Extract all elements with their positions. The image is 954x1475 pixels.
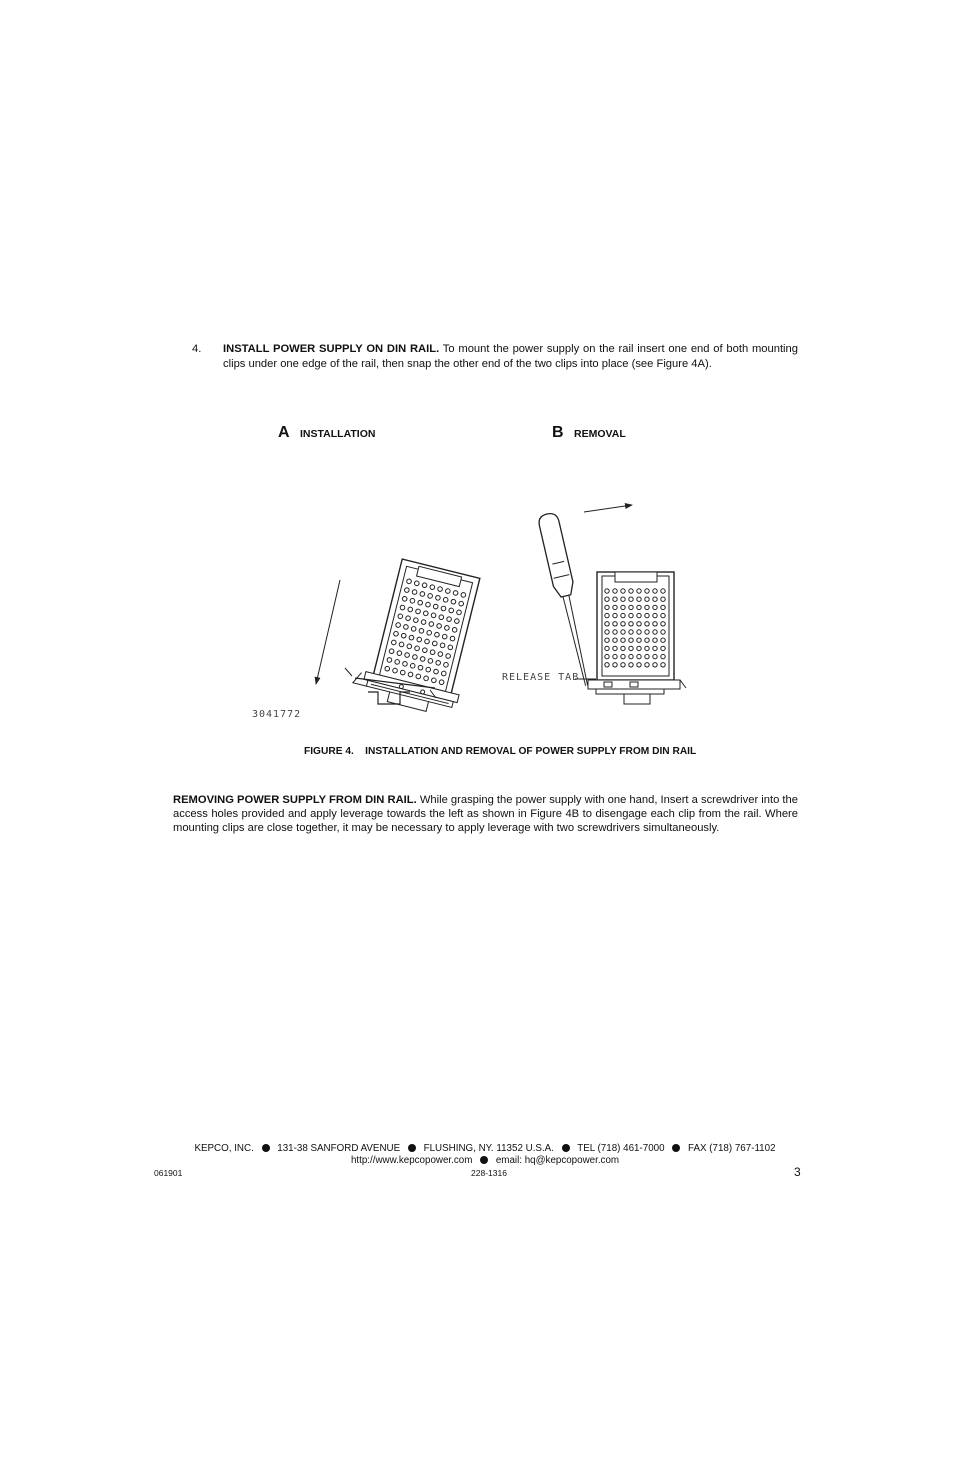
footer-company: KEPCO, INC. — [194, 1143, 254, 1154]
vent-hole — [431, 678, 437, 684]
vent-hole — [613, 630, 617, 634]
vent-hole — [416, 637, 422, 643]
screwdriver — [537, 512, 596, 688]
vent-hole — [421, 619, 427, 625]
vent-hole — [661, 663, 665, 667]
vent-hole — [398, 613, 404, 619]
vent-hole — [412, 654, 418, 660]
vent-hole — [442, 634, 448, 640]
vent-hole — [412, 589, 418, 595]
vent-hole — [629, 589, 633, 593]
vent-hole — [621, 613, 625, 617]
footer-fax: FAX (718) 767-1102 — [688, 1143, 776, 1154]
vent-hole — [637, 638, 641, 642]
vent-hole — [443, 662, 449, 668]
panel-a-letter: A — [278, 424, 290, 441]
footer-date-code: 061901 — [154, 1168, 183, 1178]
vent-hole — [445, 588, 451, 594]
vent-hole — [422, 582, 428, 588]
vent-hole — [439, 679, 445, 685]
vent-hole — [402, 596, 408, 602]
vent-hole — [411, 626, 417, 632]
vent-hole — [637, 646, 641, 650]
step-number: 4. — [192, 343, 202, 355]
vent-hole — [407, 644, 413, 650]
vent-hole — [448, 645, 454, 651]
vent-hole — [653, 654, 657, 658]
vent-hole — [653, 646, 657, 650]
vent-hole — [605, 605, 609, 609]
vent-hole — [637, 589, 641, 593]
vent-hole — [422, 647, 428, 653]
vent-hole — [416, 674, 422, 680]
vent-hole — [621, 589, 625, 593]
vent-hole — [637, 605, 641, 609]
vent-hole — [417, 600, 423, 606]
vent-hole — [423, 676, 429, 682]
vent-hole — [397, 650, 403, 656]
vent-hole — [427, 593, 433, 599]
release-tab-label: RELEASE TAB — [502, 672, 580, 683]
vent-hole — [605, 622, 609, 626]
vent-hole — [613, 613, 617, 617]
footer-contact-line — [0, 1155, 954, 1166]
footer-tel: TEL (718) 461-7000 — [577, 1143, 665, 1154]
step-heading: INSTALL POWER SUPPLY ON DIN RAIL. — [223, 343, 440, 355]
vent-hole — [402, 661, 408, 667]
vent-hole — [605, 597, 609, 601]
vent-hole — [420, 591, 426, 597]
vent-hole — [621, 638, 625, 642]
vent-hole — [645, 663, 649, 667]
vent-hole — [629, 597, 633, 601]
vent-hole — [443, 597, 449, 603]
vent-hole — [399, 642, 405, 648]
vent-hole — [605, 589, 609, 593]
footer-address: 131-38 SANFORD AVENUE — [277, 1143, 401, 1154]
vent-hole — [645, 613, 649, 617]
vent-hole — [393, 631, 399, 637]
vent-hole — [441, 671, 447, 677]
step-body: To mount the power supply on the rail insert one end of both mounting clips under one edge of the rail, then snap the other end of the two clips into place (see Figure 4A). — [223, 343, 798, 370]
vent-hole — [433, 604, 439, 610]
vent-hole — [661, 646, 665, 650]
vent-hole — [448, 608, 454, 614]
vent-hole — [653, 613, 657, 617]
vent-hole — [653, 589, 657, 593]
vent-hole — [653, 638, 657, 642]
vent-hole — [452, 627, 458, 633]
vent-hole — [645, 638, 649, 642]
removal-direction-arrow — [584, 505, 632, 512]
vent-hole — [410, 663, 416, 669]
vent-hole — [613, 597, 617, 601]
vent-hole — [621, 646, 625, 650]
vent-hole — [410, 598, 416, 604]
vent-hole — [394, 659, 400, 665]
vent-hole — [637, 663, 641, 667]
vent-hole — [637, 622, 641, 626]
vent-hole — [403, 624, 409, 630]
vent-hole — [629, 638, 633, 642]
bullet-icon — [408, 1144, 416, 1152]
vent-hole — [425, 602, 431, 608]
vent-hole — [613, 663, 617, 667]
vent-hole — [637, 630, 641, 634]
vent-hole — [430, 584, 436, 590]
vent-hole — [621, 630, 625, 634]
vent-hole — [637, 613, 641, 617]
vent-hole — [415, 609, 421, 615]
vent-hole — [419, 628, 425, 634]
vent-hole — [605, 630, 609, 634]
vent-hole — [451, 599, 457, 605]
vent-hole — [437, 586, 443, 592]
vent-hole — [456, 610, 462, 616]
vent-hole — [428, 658, 434, 664]
vent-hole — [435, 660, 441, 666]
vent-hole — [407, 607, 413, 613]
vent-hole — [661, 622, 665, 626]
vent-hole — [605, 646, 609, 650]
bullet-icon — [262, 1144, 270, 1152]
vent-hole — [406, 579, 412, 585]
vent-hole — [433, 669, 439, 675]
vent-hole — [629, 663, 633, 667]
panel-a-title: INSTALLATION — [300, 428, 376, 440]
vent-hole — [661, 605, 665, 609]
bullet-icon — [562, 1144, 570, 1152]
bullet-icon — [480, 1156, 488, 1164]
page-number: 3 — [794, 1165, 801, 1179]
vent-hole — [645, 646, 649, 650]
vent-hole — [613, 638, 617, 642]
vent-hole — [391, 640, 397, 646]
vent-hole — [450, 636, 456, 642]
vent-hole — [432, 641, 438, 647]
vent-hole — [629, 622, 633, 626]
vent-hole — [430, 649, 436, 655]
vent-hole — [629, 654, 633, 658]
vent-hole — [384, 666, 390, 672]
vent-hole — [653, 663, 657, 667]
vent-hole — [637, 654, 641, 658]
vent-hole — [414, 581, 420, 587]
panel-b-title: REMOVAL — [574, 428, 626, 440]
vent-hole — [404, 587, 410, 593]
vent-hole — [441, 606, 447, 612]
vent-hole — [436, 623, 442, 629]
drawing-number: 3041772 — [252, 709, 302, 720]
vent-hole — [613, 646, 617, 650]
vent-hole — [653, 597, 657, 601]
panel-b-letter: B — [552, 424, 564, 441]
vent-hole — [621, 663, 625, 667]
vent-hole — [458, 601, 464, 607]
footer-web-link[interactable]: http://www.kepcopower.com — [350, 1155, 473, 1166]
vent-hole — [605, 654, 609, 658]
vent-hole — [637, 597, 641, 601]
vent-hole — [645, 622, 649, 626]
vent-hole — [629, 630, 633, 634]
installation-drawing — [316, 555, 488, 718]
vent-hole — [653, 622, 657, 626]
vent-hole — [429, 621, 435, 627]
vent-hole — [435, 595, 441, 601]
removing-paragraph — [173, 793, 798, 836]
vent-hole — [629, 613, 633, 617]
vent-hole — [413, 617, 419, 623]
vent-hole — [645, 605, 649, 609]
vent-hole — [453, 590, 459, 596]
vent-hole — [424, 639, 430, 645]
vent-hole — [423, 611, 429, 617]
vent-hole — [645, 630, 649, 634]
figure-caption: FIGURE 4. INSTALLATION AND REMOVAL OF POWER SUPPLY FROM DIN RAIL — [304, 746, 697, 757]
vent-hole — [653, 630, 657, 634]
vent-hole — [387, 657, 393, 663]
vent-hole — [409, 635, 415, 641]
vent-hole — [613, 622, 617, 626]
vent-hole — [438, 651, 444, 657]
install-direction-arrow — [316, 580, 340, 684]
vent-hole — [621, 605, 625, 609]
vent-hole — [661, 630, 665, 634]
vent-hole — [392, 668, 398, 674]
vent-hole — [629, 646, 633, 650]
removing-heading: REMOVING POWER SUPPLY FROM DIN RAIL. — [173, 794, 417, 806]
vent-hole — [439, 614, 445, 620]
vent-hole — [400, 670, 406, 676]
vent-hole — [401, 633, 407, 639]
vent-hole — [404, 652, 410, 658]
vent-hole — [461, 592, 467, 598]
bullet-icon — [672, 1144, 680, 1152]
footer-address-line — [0, 1143, 954, 1154]
vent-hole — [408, 672, 414, 678]
footer-doc-number: 228-1316 — [471, 1168, 507, 1178]
vent-hole — [454, 618, 460, 624]
vent-hole — [605, 613, 609, 617]
vent-hole — [605, 663, 609, 667]
vent-hole — [661, 654, 665, 658]
vent-hole — [446, 616, 452, 622]
vent-hole — [613, 589, 617, 593]
vent-hole — [444, 625, 450, 631]
vent-hole — [605, 638, 609, 642]
vent-hole — [613, 654, 617, 658]
tilted-power-supply — [350, 555, 487, 718]
vent-hole — [645, 597, 649, 601]
vent-hole — [426, 630, 432, 636]
vent-hole — [629, 605, 633, 609]
vent-hole — [621, 622, 625, 626]
vent-hole — [661, 613, 665, 617]
vent-hole — [420, 656, 426, 662]
vent-hole — [445, 653, 451, 659]
vent-hole — [405, 615, 411, 621]
vent-hole — [645, 589, 649, 593]
vent-hole — [621, 654, 625, 658]
vent-hole — [621, 597, 625, 601]
footer-email[interactable]: email: hq@kepcopower.com — [495, 1155, 620, 1166]
vent-hole — [389, 648, 395, 654]
vent-hole — [661, 638, 665, 642]
footer-city: FLUSHING, NY. 11352 U.S.A. — [423, 1143, 554, 1154]
vent-hole — [414, 646, 420, 652]
vent-hole — [613, 605, 617, 609]
vent-hole — [418, 665, 424, 671]
vent-hole — [661, 589, 665, 593]
vent-hole — [395, 622, 401, 628]
vent-hole — [400, 605, 406, 611]
removing-body: While grasping the power supply with one hand, Insert a screwdriver into the access holes provided and apply leverage towards the left as shown in Figure 4B to disengage each clip from the rail. Where mounting clips are close together, it may be necessary to apply leverage with two screwdrivers simultaneously. — [173, 794, 798, 835]
vent-hole — [431, 613, 437, 619]
vent-hole — [661, 597, 665, 601]
vent-hole — [645, 654, 649, 658]
vent-hole — [440, 643, 446, 649]
vent-hole — [653, 605, 657, 609]
vent-hole — [434, 632, 440, 638]
vent-hole — [425, 667, 431, 673]
